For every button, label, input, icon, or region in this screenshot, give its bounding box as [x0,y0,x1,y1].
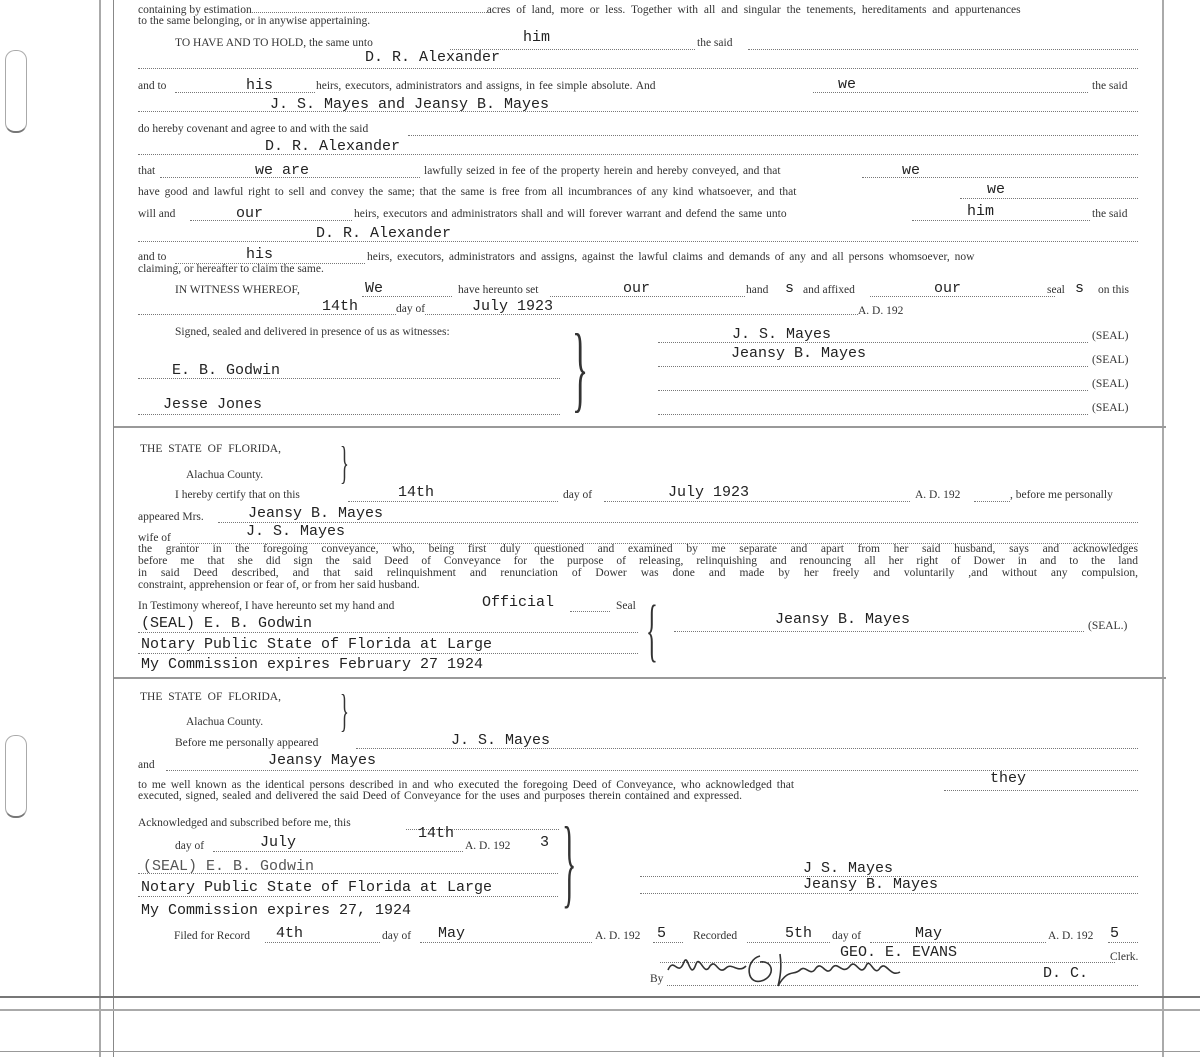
county-label: Alachua County. [186,716,264,728]
good-right-text: have good and lawful right to sell and convey the same; that the same is free from all incumbrances of any kind whatsoever, and that [138,186,797,198]
set-label: have hereunto set [458,284,539,296]
habendum-fill: him [523,29,551,46]
bottom-rule [0,996,1200,998]
recorded-year-fill: 5 [1110,925,1120,942]
ack-month-fill: July [260,834,297,851]
seized-fill: we [902,162,921,179]
day-of-label: day of [563,489,593,501]
hand-fill: s [785,280,795,297]
testimony-text: In Testimony whereof, I have hereunto set my hand and [138,600,395,612]
filed-label: Filed for Record [174,930,251,942]
seal-label: (SEAL) [1092,354,1129,366]
filed-month-fill: May [438,925,466,942]
appeared-label: appeared Mrs. [138,511,204,523]
signer-name: Jeansy B. Mayes [803,876,939,893]
recorded-day-fill: 5th [785,925,813,942]
cert1-month-fill: July 1923 [668,484,750,501]
day-of-label: day of [832,930,862,942]
and-to-fill: his [246,77,274,94]
ack-text: Acknowledged and subscribed before me, this [138,817,351,829]
that-fill: we are [255,162,310,179]
hand-label: hand [746,284,769,296]
seized-text: lawfully seized in fee of the property herein and hereby conveyed, and that [424,165,781,177]
appeared-fill: Jeansy B. Mayes [248,505,384,522]
warrant-fill: him [967,203,995,220]
state-brace: } [340,685,349,736]
binder-hole-bottom [5,735,27,818]
recorded-label: Recorded [693,930,738,942]
seal-label: (SEAL) [1092,402,1129,414]
cert-body-line: constraint, apprehension or fear of, or from her said husband. [138,579,420,591]
will-and-label: will and [138,208,176,220]
dotline [420,942,592,943]
signed-sealed-label: Signed, sealed and delivered in presence of us as witnesses: [175,326,450,338]
the-said-label: the said [1092,208,1128,220]
and-to-label: and to [138,251,167,263]
witness-day-fill: 14th [322,298,359,315]
dotline [175,92,315,93]
section-divider [114,677,1166,679]
deputy-clerk-label: D. C. [1043,965,1089,982]
dotline [213,851,463,852]
dotline [265,942,380,943]
ad-label: A. D. 192 [595,930,641,942]
notary-commission-line: My Commission expires February 27 1924 [141,656,484,673]
county-label: Alachua County. [186,469,264,481]
bottom-rule-inner [0,1009,1200,1011]
notary-commission-line: My Commission expires 27, 1924 [141,902,412,919]
the-said-label: the said [1092,80,1128,92]
bottom-edge [0,1051,1200,1052]
against-text: heirs, executors, administrators and assigns, against the lawful claims and demands of any and all persons whomsoever, now [367,251,975,263]
and-fill: Jeansy Mayes [268,752,377,769]
before-fill: J. S. Mayes [451,732,551,749]
signer-name: J. S. Mayes [732,326,832,343]
witness-brace: } [572,314,589,421]
ad-label: A. D. 192 [465,840,511,852]
state-brace: } [340,437,349,488]
set-fill: our [623,280,651,297]
dotline [604,501,910,502]
clerk-name: GEO. E. EVANS [840,944,958,961]
grantee-name: D. R. Alexander [265,138,401,155]
seal-fill: s [1075,280,1085,297]
that-label: that [138,165,156,177]
signer-name: J S. Mayes [803,860,894,877]
dotline [653,942,683,943]
binder-hole-top [5,50,27,133]
the-said-label: the said [697,37,733,49]
filed-day-fill: 4th [276,925,304,942]
signer-name: Jeansy B. Mayes [775,611,911,628]
signature-line [658,390,1088,391]
dotline [960,198,1138,199]
section-divider [114,426,1166,428]
dotline [138,632,638,633]
clerk-label: Clerk. [1110,951,1139,963]
state-heading: THE STATE OF FLORIDA, [140,691,281,703]
warrant-text: heirs, executors and administrators shall and will forever warrant and defend the same unto [354,208,787,220]
good-right-fill: we [987,181,1006,198]
will-and-fill: our [236,205,264,222]
grantee-name: D. R. Alexander [316,225,452,242]
executed-text: executed, signed, sealed and delivered the said Deed of Conveyance for the uses and purposes therein contained and expressed. [138,790,742,802]
ack-brace: } [562,806,577,917]
dotline [138,241,1138,242]
filed-year-fill: 5 [657,925,667,942]
ad-label: A. D. 192 [1048,930,1094,942]
and-to-label: and to [138,80,167,92]
dotline [138,414,560,415]
dotline [408,135,1138,136]
before-me-label: , before me personally [1010,489,1113,501]
ack-year-fill: 3 [540,834,550,851]
and-label: and [138,759,155,771]
estimation-line: containing by estimation acres of land, more or less. Together with all and singular the tenements, hereditaments and appurtenances [138,4,1021,16]
dotline [190,220,352,221]
by-label: By [650,973,664,985]
certify-text: I hereby certify that on this [175,489,300,501]
wife-of-label: wife of [138,532,171,544]
dotline [748,49,1138,50]
dotline [870,296,1055,297]
before-me-text: Before me personally appeared [175,737,319,749]
ack-fill: 14th [418,825,455,842]
notary-title-line: Notary Public State of Florida at Large [141,879,493,896]
dotline [944,790,1138,791]
right-margin-line [1162,0,1164,1057]
recorded-month-fill: May [915,925,943,942]
seal-word: Seal [616,600,636,612]
and-to-fill: his [246,246,274,263]
cert-body-line: before me that she did sign the said Deed of Conveyance for the purpose of releasing, relinquishing and renouncing all her right of Dower in and to the land [138,555,1138,567]
seal-label: (SEAL) [1092,330,1129,342]
dotline [138,68,1138,69]
seal-label: (SEAL) [1092,378,1129,390]
grantee-name: D. R. Alexander [365,49,501,66]
wife-of-fill: J. S. Mayes [246,523,346,540]
dotline [138,896,558,897]
heirs-text: heirs, executors, administrators and assigns, in fee simple absolute. And [316,80,656,92]
cert-body-line: in said Deed described, and that said relinquishment and renunciation of Dower was done and made by her freely and voluntarily ,and without any compulsion, [138,567,1138,579]
day-of-label: day of [382,930,412,942]
signature-line [674,631,1084,632]
known-fill: they [990,770,1027,787]
cert-body-line: the grantor in the foregoing conveyance, who, being first duly questioned and examined by me separate and apart from her said husband, says and acknowledges [138,543,1138,555]
seal-label: (SEAL.) [1088,620,1128,632]
known-text: to me well known as the identical persons described in and who executed the foregoing Deed of Conveyance, who acknowledged that [138,779,795,791]
left-margin-line-outer [99,0,101,1057]
signature-line [640,893,1138,894]
grantors-name: J. S. Mayes and Jeansy B. Mayes [270,96,550,113]
witness-month-fill: July 1923 [472,298,554,315]
dotline [974,501,1010,502]
witness-name: Jesse Jones [163,396,263,413]
notary-brace: { [646,592,658,669]
claiming-text: claiming, or hereafter to claim the same. [138,263,324,275]
left-margin-line-inner [113,0,114,1057]
dotline [218,522,1138,523]
dotline [348,501,558,502]
on-this-label: on this [1098,284,1129,296]
testimony-fill: Official [482,594,555,611]
day-of-label: day of [396,303,426,315]
whereof-fill: We [365,280,384,297]
witness-whereof-label: IN WITNESS WHEREOF, [175,284,300,296]
habendum-label: TO HAVE AND TO HOLD, the same unto [175,37,373,49]
ad-label: A. D. 192 [915,489,961,501]
dotline [747,942,830,943]
appertaining-line: to the same belonging, or in anywise appertaining. [138,15,371,27]
affixed-label: and affixed [803,284,855,296]
cert1-day-fill: 14th [398,484,435,501]
signature-line [658,414,1088,415]
covenant-text: do hereby covenant and agree to and with the said [138,123,369,135]
signature-line [658,342,1088,343]
ad-label: A. D. 192 [858,305,904,317]
deputy-clerk-signature [660,948,920,992]
and-fill: we [838,76,857,93]
dotline [570,611,610,612]
notary-seal-line: (SEAL) E. B. Godwin [143,858,315,875]
dotline [870,942,1046,943]
day-of-label: day of [175,840,205,852]
dotline [1108,942,1138,943]
notary-title-line: Notary Public State of Florida at Large [141,636,493,653]
signer-name: Jeansy B. Mayes [731,345,867,362]
notary-seal-line: (SEAL) E. B. Godwin [141,615,313,632]
signature-line [658,366,1088,367]
dotline [912,220,1090,221]
state-heading: THE STATE OF FLORIDA, [140,443,281,455]
witness-name: E. B. Godwin [172,362,281,379]
seal-label: seal [1047,284,1065,296]
affixed-fill: our [934,280,962,297]
dotline [138,653,638,654]
